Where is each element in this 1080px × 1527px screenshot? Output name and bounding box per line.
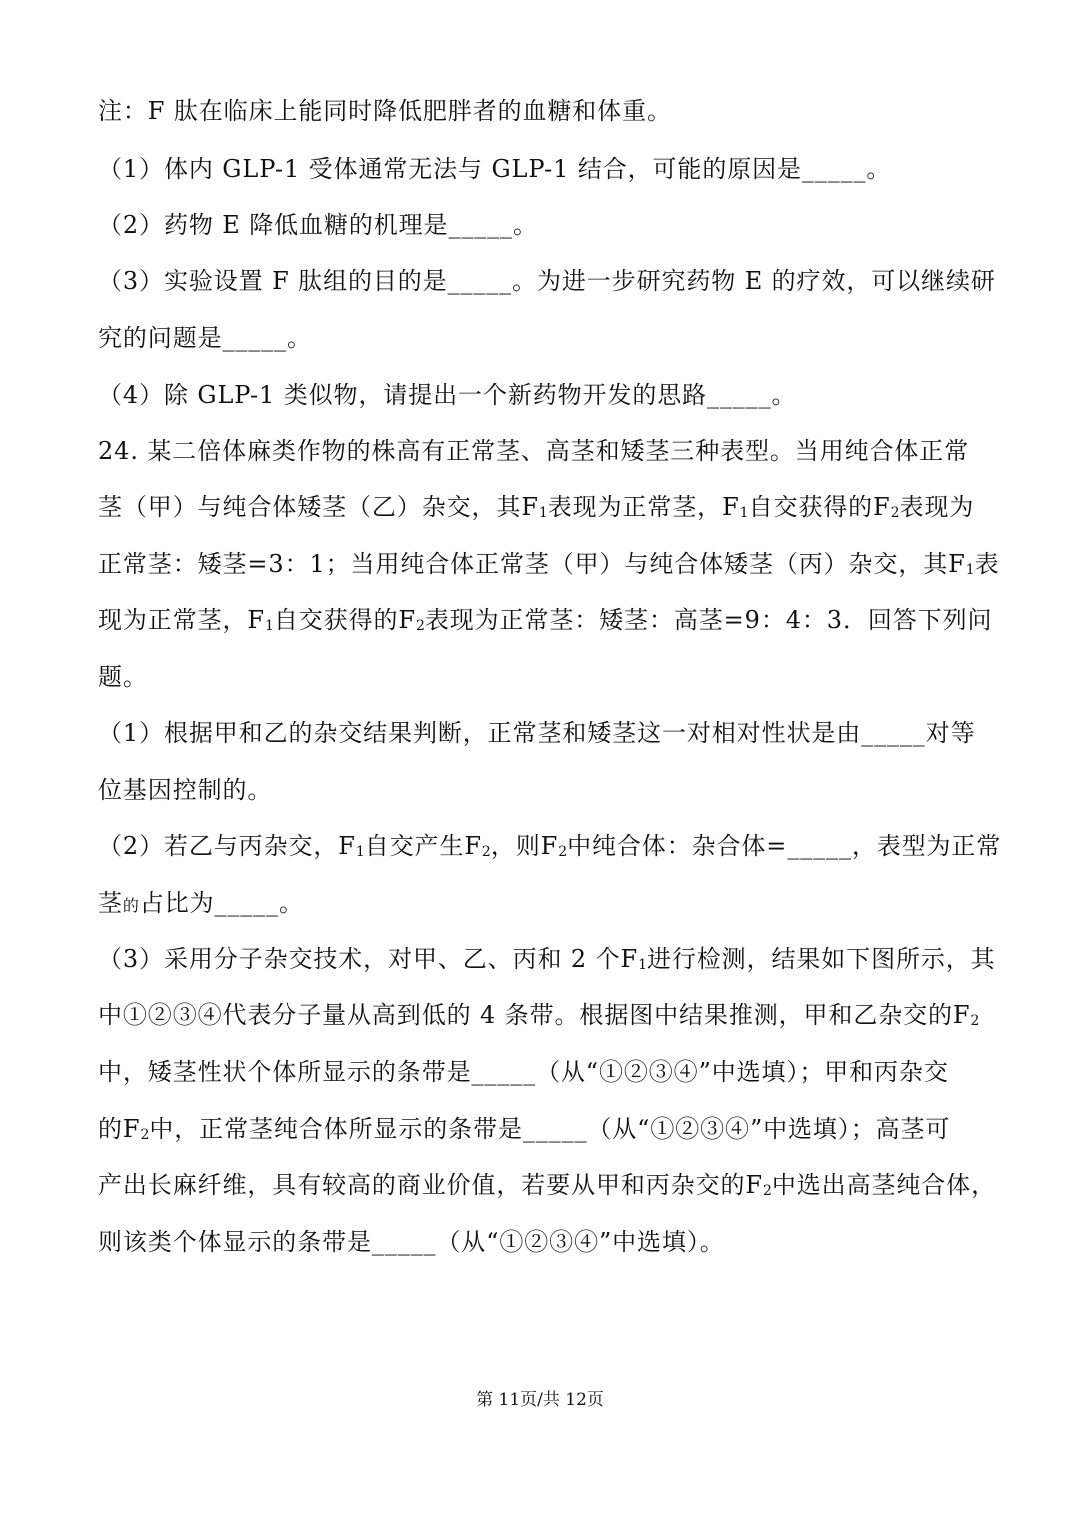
text: 产出长麻纤维，具有较高的商业价值，若要从甲和丙杂交的F: [98, 1171, 763, 1199]
subscript: 2: [140, 1127, 150, 1143]
q24-intro-line3: [98, 547, 1000, 587]
q23-part3-line2: 究的问题是_____。: [98, 324, 312, 352]
page-footer: 第 11页/共 12页: [476, 1390, 604, 1410]
text: 现为正常茎，F: [98, 606, 265, 634]
text: 中选出高茎纯合体，: [771, 1171, 996, 1199]
q24-intro-line1: 24. 某二倍体麻类作物的株高有正常茎、高茎和矮茎三种表型。当用纯合体正常: [98, 437, 970, 465]
subscript: 2: [762, 1183, 772, 1199]
q24-part3-line3: 中，矮茎性状个体所显示的条带是_____（从“①②③④”中选填）；甲和丙杂交: [98, 1058, 949, 1086]
subscript: 2: [415, 618, 425, 634]
text: （3）采用分子杂交技术，对甲、乙、丙和 2 个F: [98, 945, 639, 973]
text: 自交获得的F: [273, 606, 416, 634]
text: 的F: [98, 1115, 141, 1143]
text: 表现为: [899, 493, 975, 521]
text: （2）若乙与丙杂交，F: [98, 832, 356, 860]
q24-part2-line2: [98, 886, 988, 923]
q24-part3-line6: 则该类个体显示的条带是_____（从“①②③④”中选填）。: [98, 1228, 725, 1256]
text: 占比为_____。: [139, 889, 304, 917]
text: 茎（甲）与纯合体矮茎（乙）杂交，其F: [98, 493, 539, 521]
text: 自交产生F: [364, 832, 482, 860]
text: 正常茎：矮茎=3：1；当用纯合体正常茎（甲）与纯合体矮茎（丙）杂交，其F: [98, 550, 966, 578]
q24-part1-line1: （1）根据甲和乙的杂交结果判断，正常茎和矮茎这一对相对性状是由_____对等: [98, 719, 976, 747]
q23-part4: （4）除 GLP-1 类似物，请提出一个新药物开发的思路_____。: [98, 381, 797, 409]
text: 中，正常茎纯合体所显示的条带是_____（从“①②③④”中选填）；高茎可: [149, 1115, 951, 1143]
text: 茎: [98, 889, 123, 917]
text: 进行检测，结果如下图所示，其: [646, 945, 996, 973]
subscript: 2: [890, 505, 900, 521]
subscript: 1: [264, 618, 274, 634]
subscript: 1: [538, 505, 548, 521]
q23-part2: （2）药物 E 降低血糖的机理是_____。: [98, 211, 538, 239]
note-line: 注：F 肽在临床上能同时降低肥胖者的血糖和体重。: [98, 97, 672, 125]
subscript: 2: [558, 844, 568, 860]
q24-part3-line2: [98, 998, 988, 1038]
q24-intro-line2: [98, 490, 988, 530]
q24-part1-line2: 位基因控制的。: [98, 776, 273, 804]
q23-part3-line1: （3）实验设置 F 肽组的目的是_____。为进一步研究药物 E 的疗效，可以继续研: [98, 267, 996, 295]
subscript: 1: [739, 505, 749, 521]
text: 自交获得的F: [748, 493, 891, 521]
subscript: 1: [638, 957, 647, 973]
text: 中纯合体：杂合体=_____，表型为正常: [567, 832, 1002, 860]
q23-part1: （1）体内 GLP-1 受体通常无法与 GLP-1 结合，可能的原因是_____。: [98, 155, 892, 183]
text-small: 的: [122, 896, 140, 915]
text: 表现为正常茎，F: [547, 493, 740, 521]
text: 表: [974, 550, 1000, 578]
subscript: 2: [970, 1013, 980, 1029]
q24-part3-line4: [98, 1112, 988, 1152]
q24-intro-line5: 题。: [98, 663, 148, 691]
q24-part3-line1: [98, 942, 996, 982]
subscript: 1: [965, 562, 975, 578]
q24-intro-line4: [98, 603, 993, 643]
text: 中①②③④代表分子量从高到低的 4 条带。根据图中结果推测，甲和乙杂交的F: [98, 1001, 971, 1029]
subscript: 1: [355, 844, 365, 860]
text: 表现为正常茎：矮茎：高茎=9：4：3．回答下列问: [424, 606, 993, 634]
q24-part2-line1: [98, 829, 1002, 869]
q24-part3-line5: [98, 1168, 996, 1208]
subscript: 2: [481, 844, 491, 860]
text: ，则F: [490, 832, 559, 860]
